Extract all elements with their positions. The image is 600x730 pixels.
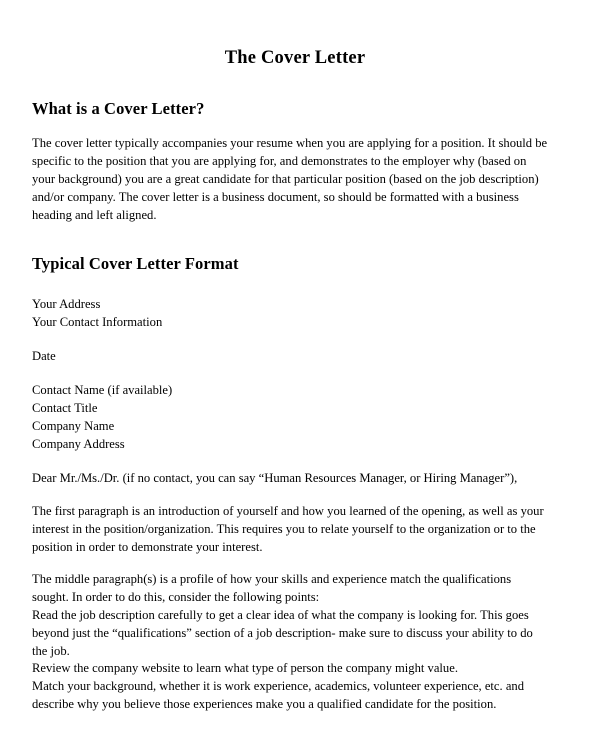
- middle-paragraph-point-3: Match your background, whether it is work experience, academics, volunteer experience, etc. and describe why you believe those experiences make you a qualified candidate for the position.: [32, 679, 524, 712]
- page-title: The Cover Letter: [224, 48, 366, 68]
- recipient-block: [32, 382, 548, 454]
- intro-paragraph: The cover letter typically accompanies your resume when you are applying for a position. It should be specific to the position that you are applying for, and demonstrates to the employer why (based on your background) you are a great candidate for that particular position (based on the job description) and/or company. The cover letter is a business document, so should be formatted with a business heading and left aligned.: [32, 136, 548, 222]
- contact-title-line: Contact Title: [32, 400, 98, 415]
- middle-paragraph-point-1: Read the job description carefully to get a clear idea of what the company is looking for. This goes beyond just the “qualifications” section of a job description- make sure to discuss your ability to do the job.: [32, 607, 533, 658]
- section-heading-typical-cover-letter-format: Typical Cover Letter Format: [32, 254, 239, 274]
- section-heading-what-is-a-cover-letter: What is a Cover Letter?: [32, 99, 205, 118]
- middle-paragraph-block: [32, 571, 548, 714]
- company-address-line: Company Address: [32, 436, 125, 451]
- first-paragraph-description: The first paragraph is an introduction of yourself and how you learned of the opening, as well as your interest in the position/organization. This requires you to relate yourself to the organization or to the position in order to demonstrate your interest.: [32, 504, 544, 555]
- contact-info-line: Your Contact Information: [32, 315, 163, 330]
- address-line: Your Address: [32, 297, 101, 312]
- date-line: Date: [32, 349, 56, 364]
- middle-paragraph-point-2: Review the company website to learn what type of person the company might value.: [32, 661, 458, 676]
- date-block: [32, 348, 548, 366]
- salutation-block: [32, 470, 548, 488]
- middle-paragraph-intro: The middle paragraph(s) is a profile of how your skills and experience match the qualifications sought. In order to do this, consider the following points:: [32, 572, 512, 604]
- salutation-line: Dear Mr./Ms./Dr. (if no contact, you can say “Human Resources Manager, or Hiring Manager”),: [32, 470, 518, 485]
- address-block: [32, 296, 548, 332]
- company-name-line: Company Name: [32, 418, 115, 433]
- contact-name-line: Contact Name (if available): [32, 383, 173, 397]
